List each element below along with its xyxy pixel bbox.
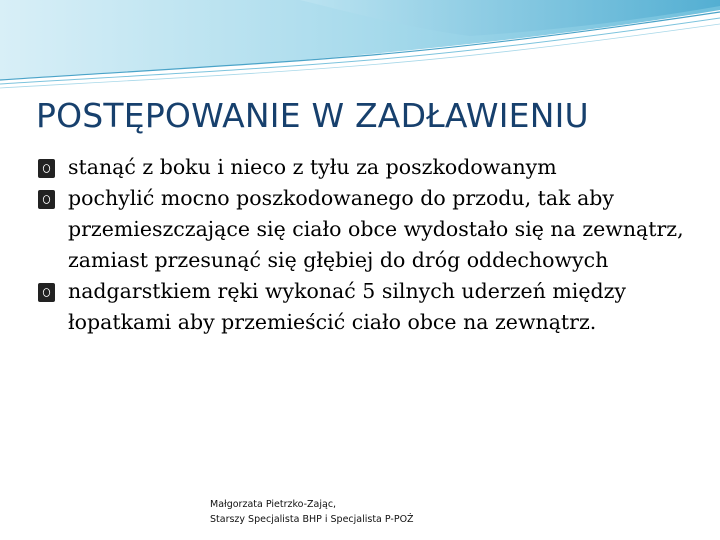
bullet-text: nadgarstkiem ręki wykonać 5 silnych uderzeń między łopatkami aby przemieścić ciało obce na zewnątrz. <box>68 279 626 334</box>
missing-glyph-icon <box>38 283 55 302</box>
missing-glyph-icon <box>38 159 55 178</box>
bullet-text: pochylić mocno poszkodowanego do przodu, tak aby przemieszczające się ciało obce wydostało się na zewnątrz, zamiast przesunąć się głębiej do dróg oddechowych <box>68 186 684 272</box>
bullet-item <box>38 183 698 276</box>
missing-glyph-icon <box>38 190 55 209</box>
bullet-list <box>38 152 698 338</box>
bullet-text: stanąć z boku i nieco z tyłu za poszkodowanym <box>68 155 557 179</box>
author-footer <box>210 497 414 527</box>
bullet-item <box>38 276 698 338</box>
author-role: Starszy Specjalista BHP i Specjalista P-POŻ <box>210 514 414 525</box>
slide-title: POSTĘPOWANIE W ZADŁAWIENIU <box>36 96 589 135</box>
author-name: Małgorzata Pietrzko-Zając, <box>210 499 337 510</box>
decorative-wave-header <box>0 0 720 95</box>
bullet-item <box>38 152 698 183</box>
